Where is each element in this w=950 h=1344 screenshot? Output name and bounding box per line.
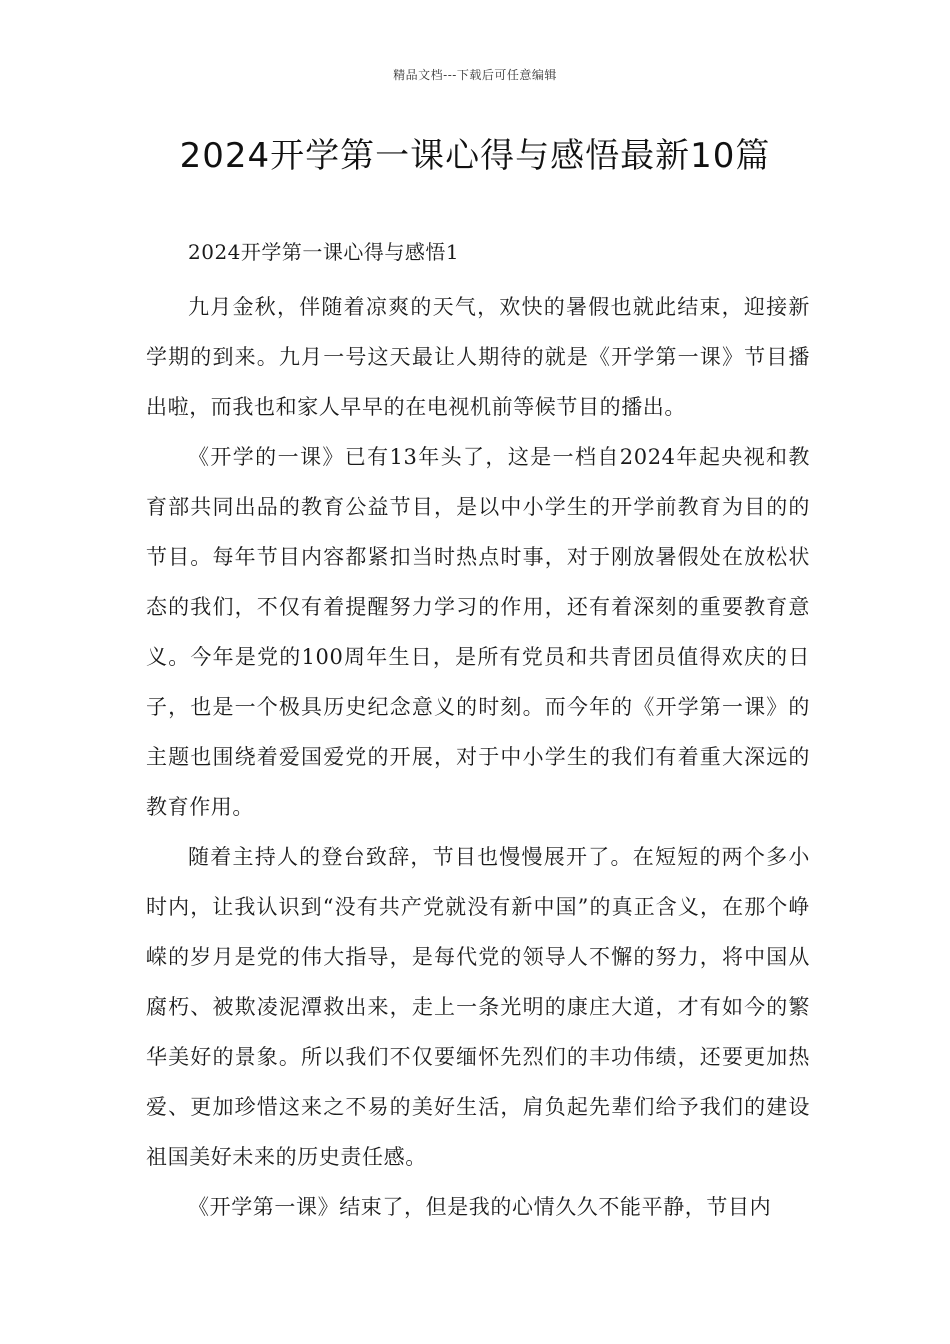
section-heading: 2024开学第一课心得与感悟1 — [188, 240, 460, 264]
paragraph-3: 随着主持人的登台致辞，节目也慢慢展开了。在短短的两个多小时内，让我认识到“没有共产党就没有新中国”的真正含义，在那个峥嵘的岁月是党的伟大指导，是每代党的领导人不懈的努力，将中国从腐朽、被欺凌泥潭救出来，走上一条光明的康庄大道，才有如今的繁华美好的景象。所以我们不仅要缅怀先烈们的丰功伟绩，还要更加热爱、更加珍惜这来之不易的美好生活，肩负起先辈们给予我们的建设祖国美好未来的历史责任感。 — [146, 845, 810, 1169]
paragraph-4: 《开学第一课》结束了，但是我的心情久久不能平静，节目内 — [188, 1195, 772, 1219]
paragraph-2: 《开学的一课》已有13年头了，这是一档自2024年起央视和教育部共同出品的教育公益节目，是以中小学生的开学前教育为目的的节目。每年节目内容都紧扣当时热点时事，对于刚放暑假处在放松状态的我们，不仅有着提醒努力学习的作用，还有着深刻的重要教育意义。今年是党的100周年生日，是所有党员和共青团员值得欢庆的日子，也是一个极具历史纪念意义的时刻。而今年的《开学第一课》的主题也围绕着爱国爱党的开展，对于中小学生的我们有着重大深远的教育作用。 — [146, 445, 810, 819]
header-note: 精品文档---下载后可任意编辑 — [393, 68, 557, 82]
document-title: 2024开学第一课心得与感悟最新10篇 — [179, 136, 771, 176]
document-body — [146, 232, 810, 1232]
paragraph-1: 九月金秋，伴随着凉爽的天气，欢快的暑假也就此结束，迎接新学期的到来。九月一号这天最让人期待的就是《开学第一课》节目播出啦，而我也和家人早早的在电视机前等候节目的播出。 — [146, 295, 810, 419]
